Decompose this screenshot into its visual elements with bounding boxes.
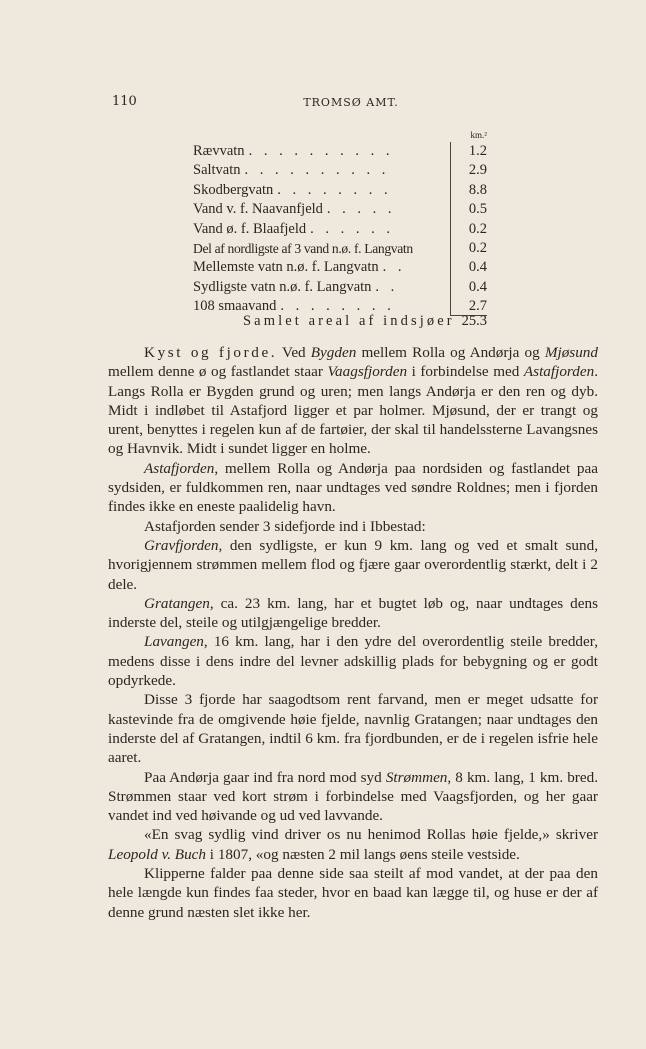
table-row xyxy=(193,278,487,297)
place-name: Mjøsund xyxy=(544,344,598,361)
lake-name: Ræ​vvatn xyxy=(193,143,245,159)
text: , mellem Rolla og Andørja paa nordsiden og fastlandet paa sydsiden, er fuldkommen ren, naar undtages ved søndre Roldnes; men i fjorden findes ikke en eneste paalidelig havn. xyxy=(108,459,598,516)
place-name: Lavangen xyxy=(144,633,204,651)
author-name: Leopold v. Buch xyxy=(108,845,206,863)
place-name: Astafjorden xyxy=(144,459,215,477)
leader-dots: . . . . . . . . . . xyxy=(244,162,390,179)
lake-area: 8.8 xyxy=(450,181,487,200)
lakes-table xyxy=(193,128,487,316)
paragraph-gratangen xyxy=(108,594,598,633)
place-name: Strømmen xyxy=(385,768,448,786)
table-row xyxy=(193,258,487,277)
paragraph-waters xyxy=(108,690,598,767)
text: Klipperne falder paa denne side saa steilt af mod vandet, at der paa den hele længde kun findes faa steder, hvor en baad kan lægge til, og huse er der af denne grund næsten slet ikke her. xyxy=(108,865,598,921)
lake-name: Mellemste vatn n.ø. f. Langvatn xyxy=(193,259,379,276)
leader-dots: . . xyxy=(375,278,399,295)
lake-area: 2.7 xyxy=(450,297,487,316)
lake-name: Sydligste vatn n.ø. f. Langvatn xyxy=(193,278,372,295)
lake-name: 108 smaavand xyxy=(193,298,277,315)
section-heading: Kyst og fjorde. xyxy=(144,344,278,361)
paragraph-sidefjords xyxy=(108,517,598,536)
unit-label: km.² xyxy=(470,130,487,140)
running-head xyxy=(108,94,594,112)
body-text xyxy=(108,343,598,922)
paragraph-gravfjorden xyxy=(108,536,598,594)
lake-name: Skodbergvatn xyxy=(193,181,274,198)
place-name: Vaagsfjorden xyxy=(327,363,408,381)
total-value: 25.3 xyxy=(461,313,487,329)
running-title: TROMSØ AMT. xyxy=(303,96,399,109)
table-row xyxy=(193,200,487,219)
lake-area: 0.2 xyxy=(450,239,487,258)
lake-name: Vand ø. f. Blaafjeld xyxy=(193,220,307,237)
place-name: Astafjorden xyxy=(523,363,595,381)
leader-dots: . . . . . . . . xyxy=(277,181,392,198)
table-row xyxy=(193,142,487,161)
text: i forbindelse med xyxy=(407,363,524,381)
lake-name: Vand v. f. Naavanfjeld xyxy=(193,201,323,218)
paragraph-astafjorden xyxy=(108,459,598,517)
text: mellem denne ø og fastlandet staar xyxy=(108,363,328,381)
lake-area: 0.5 xyxy=(450,200,487,219)
leader-dots: . . . . . . . . . . xyxy=(248,143,394,159)
page-number: 110 xyxy=(112,94,137,109)
lake-area: 1.2 xyxy=(450,142,487,161)
lake-area: 2.9 xyxy=(450,161,487,180)
table-row xyxy=(193,220,487,239)
paragraph-coast xyxy=(108,343,598,459)
leader-dots: . . . . . xyxy=(326,201,396,218)
text: , den sydligste, er kun 9 km. lang og ved et smalt sund, hvorigjennem strømmen mellem flod og fjære gaar overordentlig stærkt, delt i 2 dele. xyxy=(108,536,598,593)
table-row xyxy=(193,239,487,258)
lake-area: 0.2 xyxy=(450,220,487,239)
leader-dots: . . xyxy=(382,259,406,276)
leader-dots xyxy=(413,239,450,258)
paragraph-lavangen xyxy=(108,632,598,690)
text: Astafjorden sender 3 sidefjorde ind i Ibbestad: xyxy=(144,517,426,535)
text: Ved xyxy=(277,344,311,361)
total-label: Samlet areal af indsjøer xyxy=(243,313,455,329)
paragraph-strommen xyxy=(108,768,598,826)
text: , 8 km. lang, 1 km. bred. Strømmen staar ved kort strøm i forbindelse med Vaagsfjorden, og her gaar vandet ind ved høivande og ud ved lavvande. xyxy=(108,768,598,825)
lake-area: 0.4 xyxy=(450,258,487,277)
text: Paa Andørja gaar ind fra nord mod syd xyxy=(144,768,386,786)
text: . Langs Rolla er Bygden grund og uren; men langs Andørja er den ren og dyb. Midt i indløbet til Astafjord ligger et par holmer. Mjøsund, der er trangt og urent, benyttes i regelen kun af de fartøier, der skal til handelssterne Lavangsnes og Havnvik. Midt i sundet ligger en holme. xyxy=(108,363,598,458)
text: , 16 km. lang, har i den ydre del overordentlig steile bredder, medens disse i dens indre del levner adskillig plads for bebygning og er godt opdyrkede. xyxy=(108,633,598,690)
place-name: Gravfjorden xyxy=(144,536,219,554)
paragraph-cliffs xyxy=(108,864,598,922)
table-row xyxy=(193,161,487,180)
lake-area: 0.4 xyxy=(450,278,487,297)
leader-dots: . . . . . . . . xyxy=(280,298,395,315)
text: , ca. 23 km. lang, har et bugtet løb og, naar undtages dens inderste del, steile og utilgjængelige bredder. xyxy=(108,594,598,632)
place-name: Bygden xyxy=(310,344,357,361)
total-row xyxy=(243,310,487,332)
text: i 1807, «og næsten 2 mil langs øens steile vestside. xyxy=(206,845,520,863)
paragraph-quote xyxy=(108,825,598,864)
text: Disse 3 fjorde har saagodtsom rent farvand, men er meget udsatte for kastevinde fra de omgivende høie fjelde, navnlig Gratangen; naar undtages den inderste del af Gratangen, indtil 6 km. fra fjordbunden, er de i regelen isfrie hele aaret. xyxy=(108,691,598,767)
place-name: Gratangen xyxy=(144,594,210,612)
table-row xyxy=(193,181,487,200)
text: «En svag sydlig vind driver os nu henimod Rollas høie fjelde,» skriver xyxy=(144,826,598,844)
leader-dots: . . . . . . xyxy=(310,220,395,237)
text: mellem Rolla og Andørja og xyxy=(356,344,545,361)
lake-name: Saltvatn xyxy=(193,162,241,179)
lake-name: Del af nordligste af 3 vand n.ø. f. Langvatn xyxy=(193,240,413,256)
